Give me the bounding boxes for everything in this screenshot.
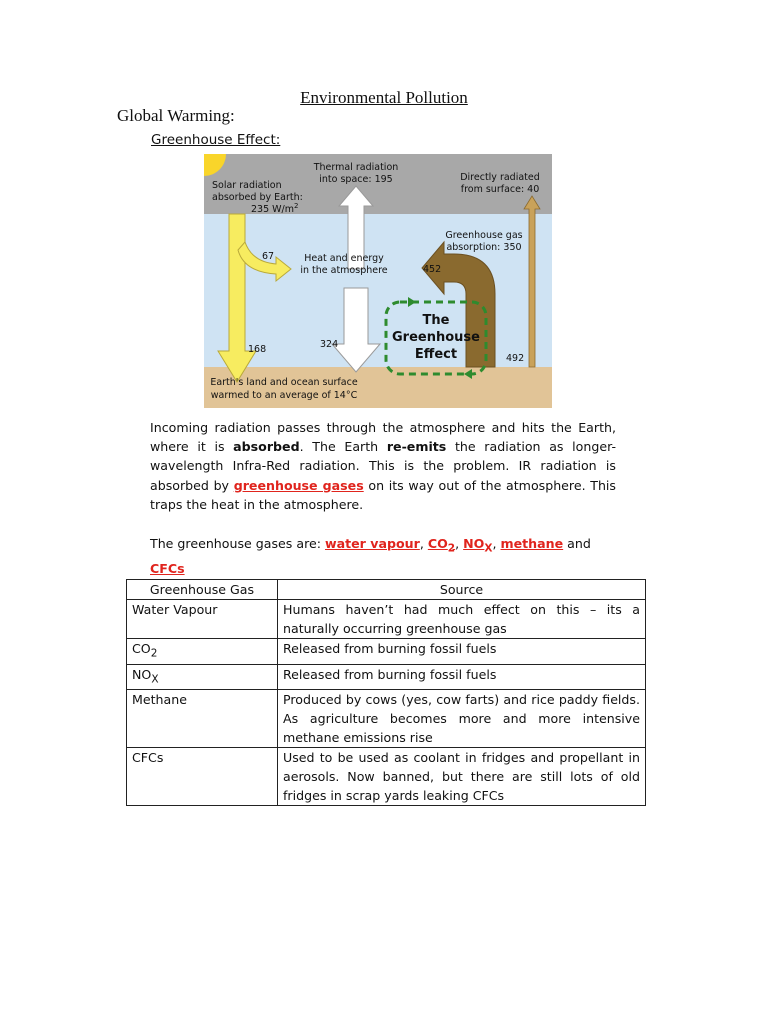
gas-cell: Methane (127, 690, 278, 748)
table-row (127, 600, 646, 639)
gas-cfcs: CFCs (150, 560, 185, 576)
solar-value-label: 235 $W/m^2$ (251, 202, 299, 215)
surface-label: Earth's land and ocean surface (210, 377, 358, 388)
table-row (127, 639, 646, 665)
gas-cell: $CO_2$ (127, 639, 278, 665)
greenhouse-effect-diagram (204, 154, 552, 408)
re-emits-term: re-emits (386, 439, 447, 455)
value-452: 452 (423, 264, 442, 275)
header-source: Source (278, 580, 646, 600)
greenhouse-gas-table (126, 579, 646, 806)
section-heading: Global Warming: (117, 106, 235, 125)
value-324: 324 (320, 339, 339, 350)
greenhouse-effect-label: Effect (414, 347, 458, 362)
direct-radiated-label: from surface: 40 (460, 184, 540, 195)
explanation-paragraph: Incoming radiation passes through the atmosphere and hits the Earth, where it is absorbed. The Earth re-emits the radiation as longer-wavelength Infra-Red radiation. This is the problem. IR radiation is absorbed by greenhouse gases on its way out of the atmosphere. This traps the heat in the atmosphere. (150, 420, 616, 512)
gh-absorption-label: Greenhouse gas (445, 230, 523, 241)
thermal-space-label: Thermal radiation (313, 162, 399, 173)
direct-radiated-label: Directly radiated (460, 172, 540, 183)
gas-nox: $NO_X$ (463, 536, 493, 555)
solar-absorbed-label: absorbed by Earth: (212, 192, 303, 203)
value-67: 67 (262, 251, 275, 262)
gas-cell: $NO_X$ (127, 664, 278, 690)
table-row (127, 748, 646, 806)
gas-cell: CFCs (127, 748, 278, 806)
source-cell: Released from burning fossil fuels (278, 639, 646, 665)
gas-methane: methane (500, 536, 564, 551)
header-gas: Greenhouse Gas (127, 580, 278, 600)
table-header-row (127, 580, 646, 600)
greenhouse-gases-term: greenhouse gases (233, 477, 364, 493)
gas-cell: Water Vapour (127, 600, 278, 639)
greenhouse-effect-label: Greenhouse (392, 330, 480, 345)
heat-energy-label: Heat and energy (304, 253, 384, 264)
table-row (127, 690, 646, 748)
heat-energy-label: in the atmosphere (300, 265, 388, 276)
document-title: Environmental Pollution (300, 88, 468, 107)
solar-absorbed-label: Solar radiation (212, 180, 282, 191)
source-cell: Produced by cows (yes, cow farts) and rice paddy fields. As agriculture becomes more and more intensive methane emissions rise (278, 690, 646, 748)
value-168: 168 (248, 344, 267, 355)
greenhouse-gases-list: The greenhouse gases are: water vapour, $CO_2$, $NO_X$, methane and CFCs (150, 536, 591, 576)
source-cell: Used to be used as coolant in fridges and propellant in aerosols. Now banned, but there are still lots of old fridges in scrap yards leaking CFCs (278, 748, 646, 806)
gh-absorption-label: absorption: 350 (446, 242, 522, 253)
source-cell: Humans haven’t had much effect on this – its a naturally occurring greenhouse gas (278, 600, 646, 639)
thermal-space-label: into space: 195 (319, 174, 393, 185)
greenhouse-effect-subheading: Greenhouse Effect: (151, 132, 281, 148)
gas-co2: $CO_2$ (427, 536, 456, 555)
greenhouse-effect-label: The (422, 313, 450, 328)
absorbed-term: absorbed (233, 439, 300, 455)
value-492: 492 (506, 353, 525, 364)
surface-label: warmed to an average of 14°C (210, 390, 358, 401)
table-row (127, 664, 646, 690)
gas-water-vapour: water vapour (324, 536, 420, 551)
source-cell: Released from burning fossil fuels (278, 664, 646, 690)
